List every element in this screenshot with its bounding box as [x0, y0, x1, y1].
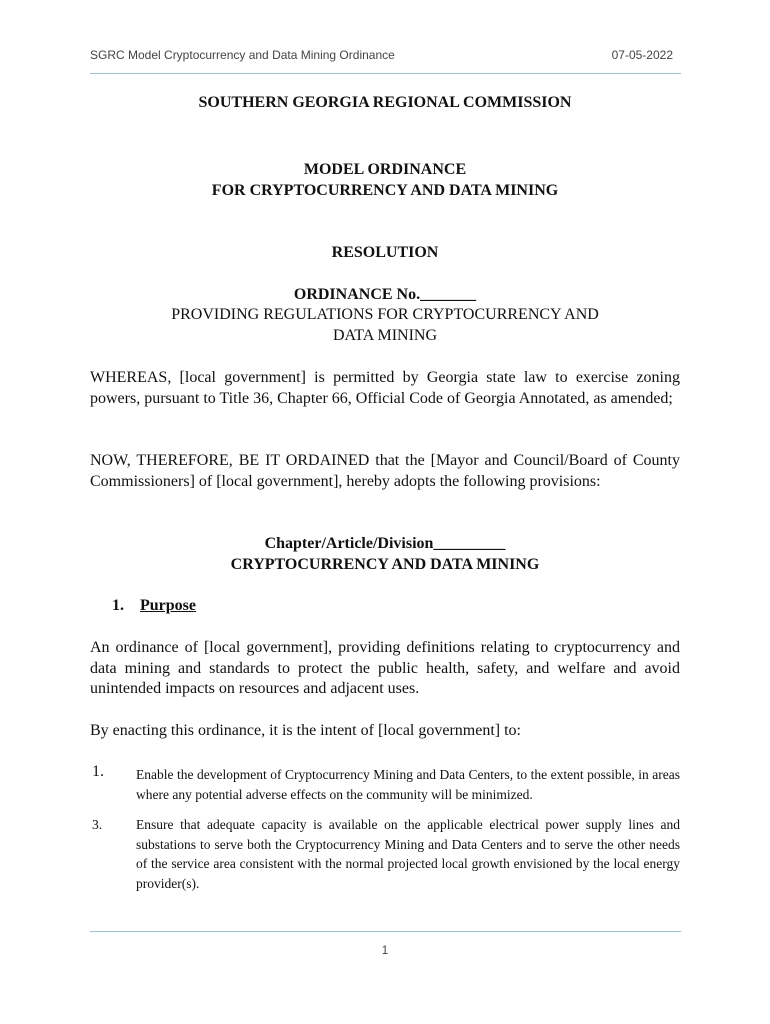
header-date: 07-05-2022 — [611, 48, 673, 62]
intent-intro: By enacting this ordinance, it is the intent of [local government] to: — [90, 722, 521, 739]
ordinance-number: ORDINANCE No._______ — [293, 286, 477, 303]
ordinance-title-line2: FOR CRYPTOCURRENCY AND DATA MINING — [211, 181, 559, 199]
list-item-number: 3. — [92, 817, 103, 832]
now-therefore-paragraph: NOW, THEREFORE, BE IT ORDAINED that the [Mayor and Council/Board of County Commissioners] of [local government], hereby adopts the following provisions: — [90, 452, 680, 490]
list-item-text: Ensure that adequate capacity is available on the applicable electrical power supply lines and substations to serve both the Cryptocurrency Mining and Data Centers and to serve the other needs of the service area consistent with the normal projected local growth envisioned by the local energy provider(s). — [136, 817, 680, 891]
ordinance-title-line1: MODEL ORDINANCE — [303, 161, 467, 178]
resolution-heading: RESOLUTION — [331, 244, 439, 261]
section-number: 1. — [112, 597, 124, 614]
providing-line1: PROVIDING REGULATIONS FOR CRYPTOCURRENCY AND — [171, 306, 599, 323]
section-title: Purpose — [140, 597, 196, 614]
providing-regulations — [90, 305, 680, 346]
section-purpose-heading — [112, 597, 196, 615]
chapter-line1: Chapter/Article/Division_________ — [264, 535, 506, 552]
header-document-title: SGRC Model Cryptocurrency and Data Mining Ordinance — [90, 48, 395, 62]
list-item-number: 1. — [92, 763, 104, 780]
ordinance-title — [90, 160, 680, 201]
header-divider — [90, 73, 681, 74]
chapter-line2: CRYPTOCURRENCY AND DATA MINING — [230, 555, 540, 573]
page-number: 1 — [381, 943, 389, 957]
list-item-text: Enable the development of Cryptocurrency Mining and Data Centers, to the extent possible, in areas where any potential adverse effects on the community will be minimized. — [136, 767, 680, 802]
chapter-heading — [90, 534, 680, 575]
page-header — [90, 46, 681, 66]
providing-line2: DATA MINING — [332, 326, 438, 344]
footer-divider — [90, 931, 681, 932]
commission-heading: SOUTHERN GEORGIA REGIONAL COMMISSION — [198, 94, 572, 111]
purpose-paragraph: An ordinance of [local government], providing definitions relating to cryptocurrency and data mining and standards to protect the public health, safety, and welfare and avoid unintended impacts on resources and adjacent uses. — [90, 639, 680, 697]
whereas-paragraph: WHEREAS, [local government] is permitted by Georgia state law to exercise zoning powers, pursuant to Title 36, Chapter 66, Official Code of Georgia Annotated, as amended; — [90, 369, 680, 407]
